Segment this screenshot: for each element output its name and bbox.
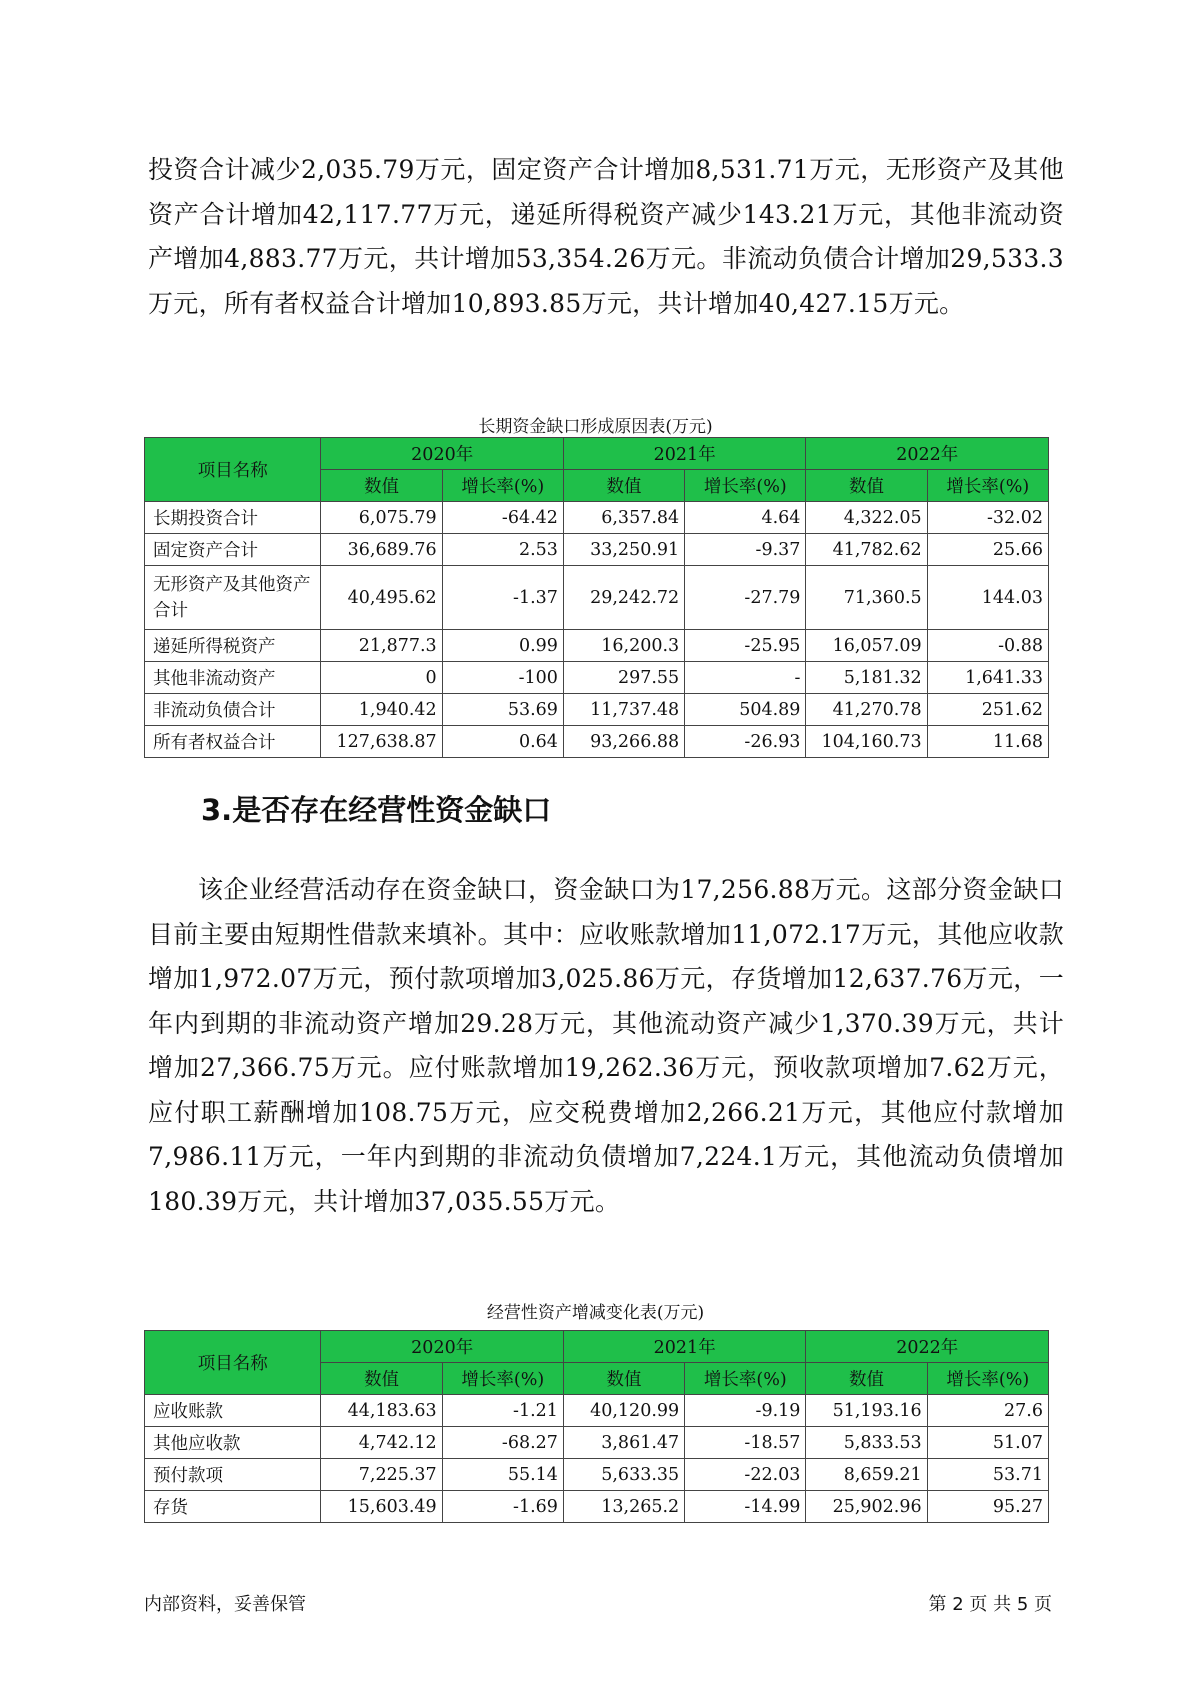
cell-growth-rate: 53.69 [442, 694, 563, 726]
cell-value: 3,861.47 [563, 1427, 684, 1459]
cell-value: 33,250.91 [563, 534, 684, 566]
cell-growth-rate: 251.62 [927, 694, 1048, 726]
cell-growth-rate: 0.99 [442, 630, 563, 662]
cell-value: 44,183.63 [321, 1395, 442, 1427]
cell-value: 4,742.12 [321, 1427, 442, 1459]
cell-value: 25,902.96 [806, 1491, 927, 1523]
header-year-2022: 2022年 [806, 1331, 1049, 1363]
row-item-name: 非流动负债合计 [145, 694, 321, 726]
table-row [145, 1395, 1049, 1427]
cell-growth-rate: 1,641.33 [927, 662, 1048, 694]
cell-value: 127,638.87 [321, 726, 442, 758]
header-growth-rate: 增长率(%) [442, 470, 563, 502]
table-row [145, 630, 1049, 662]
header-value: 数值 [321, 1363, 442, 1395]
header-growth-rate: 增长率(%) [685, 470, 806, 502]
cell-growth-rate: 95.27 [927, 1491, 1048, 1523]
cell-value: 0 [321, 662, 442, 694]
cell-value: 6,075.79 [321, 502, 442, 534]
cell-value: 51,193.16 [806, 1395, 927, 1427]
row-item-name: 固定资产合计 [145, 534, 321, 566]
cell-growth-rate: 2.53 [442, 534, 563, 566]
row-item-name: 递延所得税资产 [145, 630, 321, 662]
cell-value: 11,737.48 [563, 694, 684, 726]
cell-value: 104,160.73 [806, 726, 927, 758]
row-item-name: 其他非流动资产 [145, 662, 321, 694]
cell-value: 6,357.84 [563, 502, 684, 534]
table2-caption: 经营性资产增减变化表(万元) [486, 1303, 705, 1323]
cell-growth-rate: 4.64 [685, 502, 806, 534]
cell-growth-rate: -25.95 [685, 630, 806, 662]
cell-value: 36,689.76 [321, 534, 442, 566]
cell-value: 5,833.53 [806, 1427, 927, 1459]
cell-value: 5,181.32 [806, 662, 927, 694]
cell-growth-rate: - [685, 662, 806, 694]
cell-growth-rate: -100 [442, 662, 563, 694]
table-row [145, 1427, 1049, 1459]
header-value: 数值 [806, 470, 927, 502]
footer-page-number: 第 2 页 共 5 页 [928, 1594, 1052, 1615]
header-growth-rate: 增长率(%) [927, 470, 1048, 502]
cell-growth-rate: -26.93 [685, 726, 806, 758]
row-item-name: 预付款项 [145, 1459, 321, 1491]
row-item-name: 应收账款 [145, 1395, 321, 1427]
section-heading: 3.是否存在经营性资金缺口 [201, 793, 552, 827]
cell-value: 4,322.05 [806, 502, 927, 534]
header-value: 数值 [563, 1363, 684, 1395]
row-item-name: 无形资产及其他资产合计 [145, 566, 321, 630]
cell-growth-rate: 0.64 [442, 726, 563, 758]
cell-value: 15,603.49 [321, 1491, 442, 1523]
table-row [145, 1491, 1049, 1523]
cell-value: 93,266.88 [563, 726, 684, 758]
header-growth-rate: 增长率(%) [927, 1363, 1048, 1395]
cell-value: 29,242.72 [563, 566, 684, 630]
row-item-name: 长期投资合计 [145, 502, 321, 534]
table-row [145, 694, 1049, 726]
header-year-2021: 2021年 [563, 438, 805, 470]
cell-growth-rate: -1.69 [442, 1491, 563, 1523]
cell-value: 13,265.2 [563, 1491, 684, 1523]
paragraph-long-term-changes: 投资合计减少2,035.79万元，固定资产合计增加8,531.71万元，无形资产及其他资产合计增加42,117.77万元，递延所得税资产减少143.21万元，其他非流动资产增加4,883.77万元，共计增加53,354.26万元。非流动负债合计增加29,533.3万元，所有者权益合计增加10,893.85万元，共计增加40,427.15万元。 [148, 155, 1064, 318]
cell-growth-rate: 53.71 [927, 1459, 1048, 1491]
cell-growth-rate: 144.03 [927, 566, 1048, 630]
table-row [145, 1459, 1049, 1491]
header-value: 数值 [806, 1363, 927, 1395]
table-row [145, 662, 1049, 694]
operating-assets-table [144, 1330, 1049, 1523]
header-year-2022: 2022年 [806, 438, 1049, 470]
cell-growth-rate: -9.37 [685, 534, 806, 566]
header-growth-rate: 增长率(%) [442, 1363, 563, 1395]
cell-growth-rate: 27.6 [927, 1395, 1048, 1427]
header-item-name: 项目名称 [145, 438, 321, 502]
cell-value: 16,057.09 [806, 630, 927, 662]
header-year-2020: 2020年 [321, 1331, 563, 1363]
cell-growth-rate: -32.02 [927, 502, 1048, 534]
cell-growth-rate: -1.37 [442, 566, 563, 630]
table1-body [145, 502, 1049, 758]
cell-value: 21,877.3 [321, 630, 442, 662]
cell-value: 1,940.42 [321, 694, 442, 726]
cell-growth-rate: 504.89 [685, 694, 806, 726]
cell-growth-rate: 25.66 [927, 534, 1048, 566]
header-year-2021: 2021年 [563, 1331, 805, 1363]
row-item-name: 存货 [145, 1491, 321, 1523]
cell-growth-rate: 11.68 [927, 726, 1048, 758]
table-row [145, 726, 1049, 758]
table-row [145, 534, 1049, 566]
footer-confidential-note: 内部资料，妥善保管 [144, 1594, 306, 1615]
cell-growth-rate: -27.79 [685, 566, 806, 630]
cell-growth-rate: -22.03 [685, 1459, 806, 1491]
table1-caption: 长期资金缺口形成原因表(万元) [478, 417, 713, 437]
cell-value: 40,495.62 [321, 566, 442, 630]
cell-growth-rate: -68.27 [442, 1427, 563, 1459]
cell-growth-rate: 55.14 [442, 1459, 563, 1491]
header-growth-rate: 增长率(%) [685, 1363, 806, 1395]
paragraph-operating-gap: 该企业经营活动存在资金缺口，资金缺口为17,256.88万元。这部分资金缺口目前主要由短期性借款来填补。其中：应收账款增加11,072.17万元，其他应收款增加1,972.07万元，预付款项增加3,025.86万元，存货增加12,637.76万元，一年内到期的非流动资产增加29.28万元，其他流动资产减少1,370.39万元，共计增加27,366.75万元。应付账款增加19,262.36万元，预收款项增加7.62万元，应付职工薪酬增加108.75万元，应交税费增加2,266.21万元，其他应付款增加7,986.11万元，一年内到期的非流动负债增加7,224.1万元，其他流动负债增加180.39万元，共计增加37,035.55万元。 [148, 875, 1064, 1216]
cell-value: 41,270.78 [806, 694, 927, 726]
cell-value: 297.55 [563, 662, 684, 694]
cell-growth-rate: 51.07 [927, 1427, 1048, 1459]
row-item-name: 其他应收款 [145, 1427, 321, 1459]
long-term-gap-table [144, 437, 1049, 758]
table-row [145, 566, 1049, 630]
header-value: 数值 [563, 470, 684, 502]
header-item-name: 项目名称 [145, 1331, 321, 1395]
cell-growth-rate: -0.88 [927, 630, 1048, 662]
cell-value: 5,633.35 [563, 1459, 684, 1491]
cell-growth-rate: -18.57 [685, 1427, 806, 1459]
cell-value: 7,225.37 [321, 1459, 442, 1491]
cell-value: 41,782.62 [806, 534, 927, 566]
cell-value: 71,360.5 [806, 566, 927, 630]
cell-growth-rate: -14.99 [685, 1491, 806, 1523]
table-row [145, 502, 1049, 534]
row-item-name: 所有者权益合计 [145, 726, 321, 758]
cell-growth-rate: -64.42 [442, 502, 563, 534]
header-value: 数值 [321, 470, 442, 502]
cell-value: 16,200.3 [563, 630, 684, 662]
header-year-2020: 2020年 [321, 438, 563, 470]
cell-growth-rate: -1.21 [442, 1395, 563, 1427]
cell-value: 8,659.21 [806, 1459, 927, 1491]
table2-body [145, 1395, 1049, 1523]
cell-value: 40,120.99 [563, 1395, 684, 1427]
cell-growth-rate: -9.19 [685, 1395, 806, 1427]
